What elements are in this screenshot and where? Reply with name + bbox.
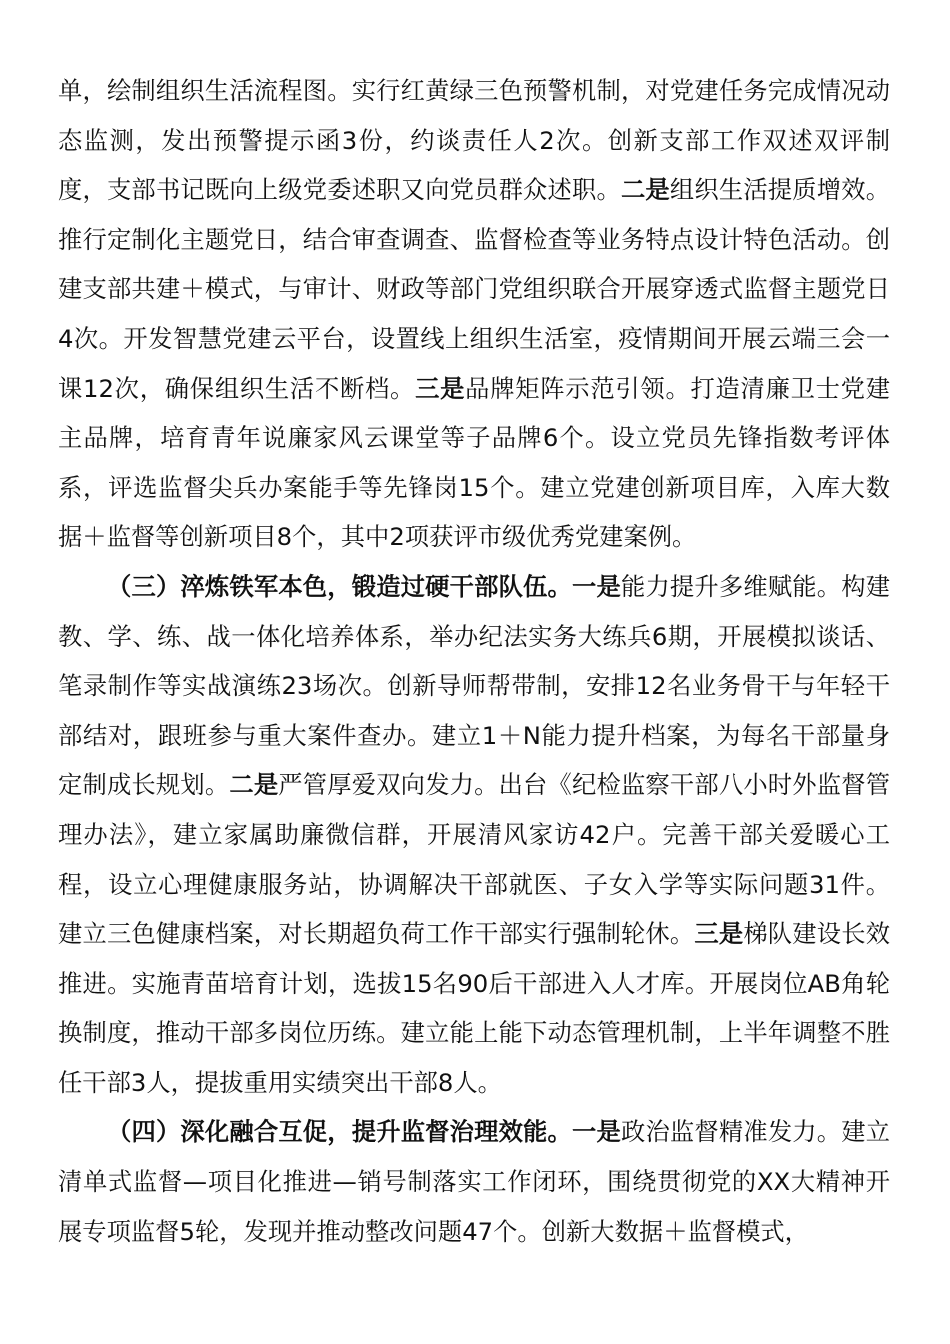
text-run: 严管厚爱双向发力。出台《纪检监察干部八小时外监督管理办法》，建立家属助廉微信群，开展清风家访42户。完善干部关爱暖心工程，设立心理健康服务站，协调解决干部就医、子女入学等实际问题31件。建立三色健康档案，对长期超负荷工作干部实行强制轮休。 <box>58 770 891 949</box>
bold-marker: 三是 <box>415 373 466 403</box>
text-run: 组织生活提质增效。推行定制化主题党日，结合审查调查、监督检查等业务特点设计特色活动。创建支部共建＋模式，与审计、财政等部门党组织联合开展穿透式监督主题党日4次。开发智慧党建云平台，设置线上组织生活室，疫情期间开展云端三会一课12次，确保组织生活不断档。 <box>58 175 891 403</box>
bold-marker: 三是 <box>694 919 744 949</box>
text-run: 梯队建设长效推进。实施青苗培育计划，选拔15名90后干部进入人才库。开展岗位AB角轮换制度，推动干部多岗位历练。建立能上能下动态管理机制，上半年调整不胜任干部3人，提拔重用实绩突出干部8人。 <box>58 919 891 1097</box>
section-heading: （三）淬炼铁军本色，锻造过硬干部队伍。 <box>107 571 573 601</box>
text-run: 品牌矩阵示范引领。打造清廉卫士党建主品牌，培育青年说廉家风云课堂等子品牌6个。设立党员先锋指数考评体系，评选监督尖兵办案能手等先锋岗15个。建立党建创新项目库，入库大数据＋监督等创新项目8个，其中2项获评市级优秀党建案例。 <box>58 373 891 552</box>
document-body <box>58 66 890 1256</box>
paragraph-party-building <box>58 66 890 562</box>
text-run: 单，绘制组织生活流程图。实行红黄绿三色预警机制，对党建任务完成情况动态监测，发出预警提示函3份，约谈责任人2次。创新支部工作双述双评制度，支部书记既向上级党委述职又向党员群众述职。 <box>58 76 890 205</box>
bold-marker: 一是 <box>572 1117 621 1147</box>
text-run: 能力提升多维赋能。构建教、学、练、战一体化培养体系，举办纪法实务大练兵6期，开展模拟谈话、笔录制作等实战演练23场次。创新导师帮带制，安排12名业务骨干与年轻干部结对，跟班参与重大案件查办。建立1＋N能力提升档案，为每名干部量身定制成长规划。 <box>58 571 891 800</box>
bold-marker: 二是 <box>229 770 279 800</box>
text-run: 政治监督精准发力。建立清单式监督—项目化推进—销号制落实工作闭环，围绕贯彻党的XX大精神开展专项监督5轮，发现并推动整改问题47个。创新大数据＋监督模式， <box>58 1117 891 1246</box>
bold-marker: 二是 <box>620 175 670 205</box>
paragraph-section-four <box>58 1107 890 1256</box>
bold-marker: 一是 <box>572 571 621 601</box>
paragraph-section-three <box>58 562 890 1108</box>
section-heading: （四）深化融合互促，提升监督治理效能。 <box>107 1117 573 1147</box>
